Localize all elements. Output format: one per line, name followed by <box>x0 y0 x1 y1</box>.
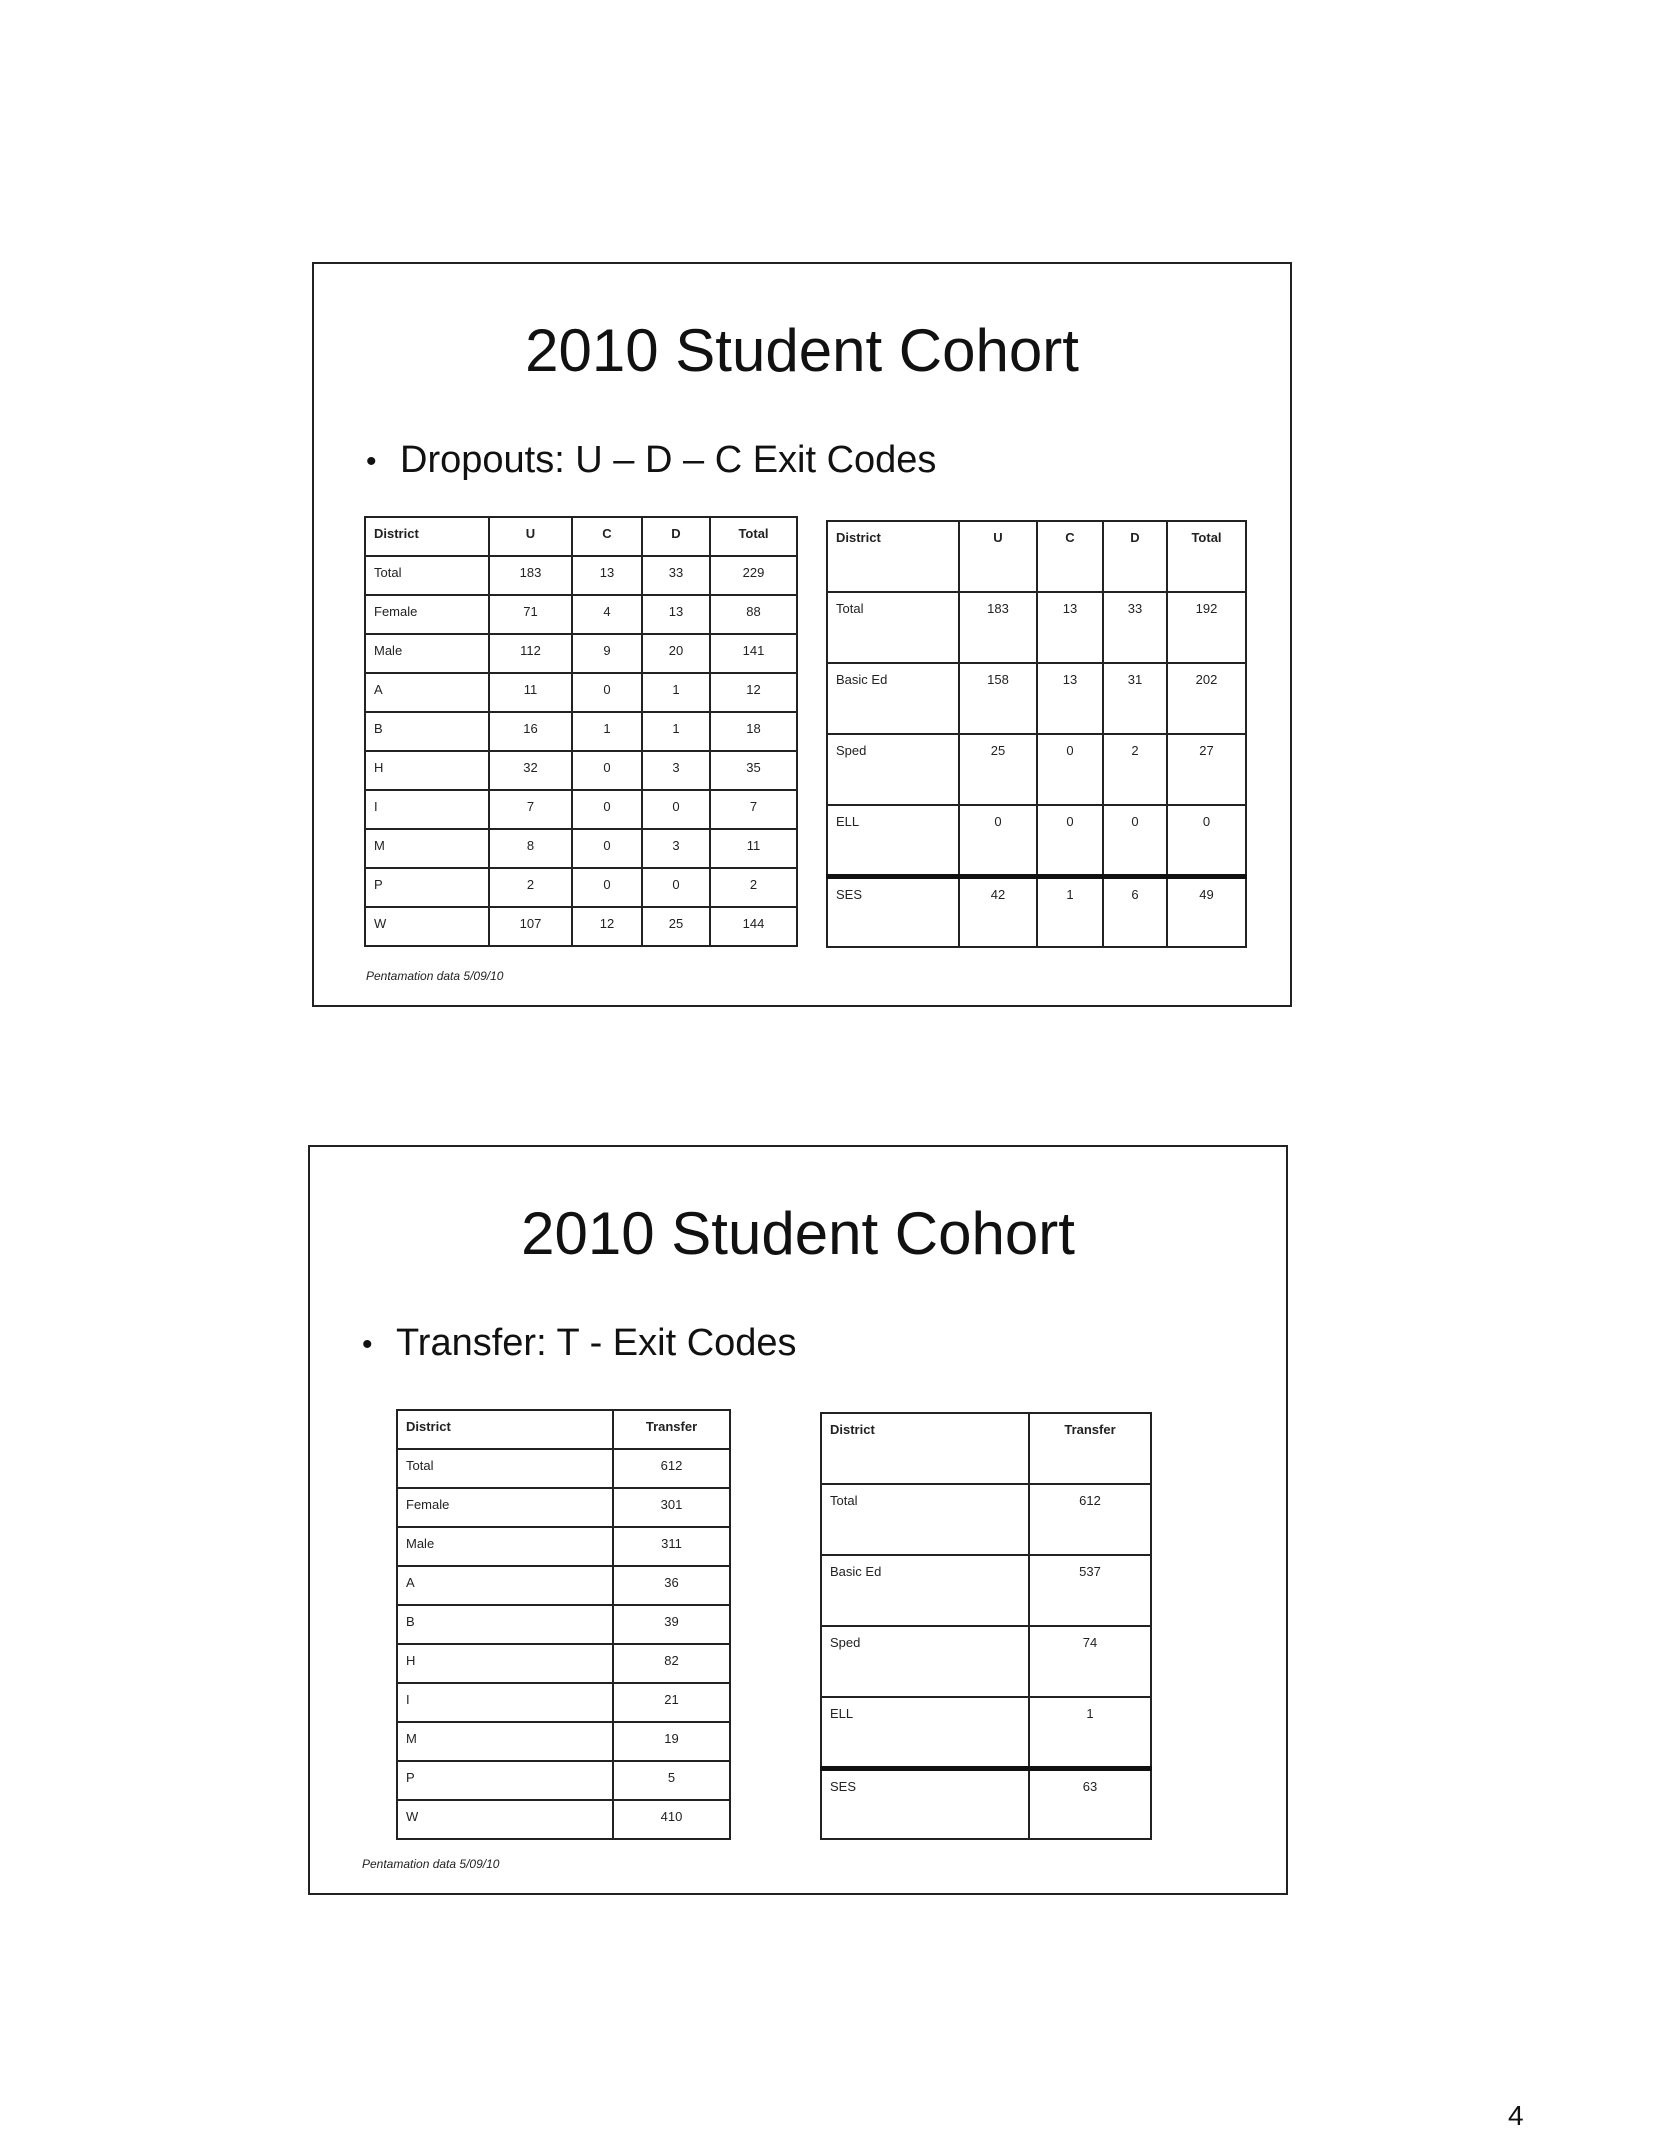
table-cell: 18 <box>710 712 797 751</box>
table-row <box>397 1488 730 1527</box>
table-row <box>365 556 797 595</box>
table-cell: 9 <box>572 634 642 673</box>
table-cell: 5 <box>613 1761 730 1800</box>
table-cell: 33 <box>642 556 710 595</box>
table-cell: 2 <box>710 868 797 907</box>
table-row <box>365 829 797 868</box>
table-cell: 12 <box>572 907 642 946</box>
row-label: Total <box>827 592 959 663</box>
row-label: M <box>397 1722 613 1761</box>
table-row <box>365 790 797 829</box>
row-label: ELL <box>821 1697 1029 1768</box>
table-row <box>365 712 797 751</box>
dropouts-program-table <box>826 520 1247 948</box>
row-label: B <box>397 1605 613 1644</box>
table-cell: 612 <box>613 1449 730 1488</box>
table-cell: 35 <box>710 751 797 790</box>
table-cell: 13 <box>1037 592 1103 663</box>
table-row <box>397 1800 730 1839</box>
slide-title: 2010 Student Cohort <box>525 317 1079 384</box>
table-cell: 0 <box>1037 805 1103 876</box>
table-cell: 192 <box>1167 592 1246 663</box>
table-cell: 31 <box>1103 663 1167 734</box>
table-cell: 301 <box>613 1488 730 1527</box>
table-cell: 36 <box>613 1566 730 1605</box>
page-number: 4 <box>1508 2100 1524 2131</box>
table-header-row <box>827 521 1246 592</box>
row-label: M <box>365 829 489 868</box>
table-cell: 0 <box>959 805 1037 876</box>
table-cell: 20 <box>642 634 710 673</box>
bullet-item <box>362 1322 797 1365</box>
table-cell: 25 <box>959 734 1037 805</box>
table-cell: 27 <box>1167 734 1246 805</box>
column-header: District <box>397 1410 613 1449</box>
table-cell: 82 <box>613 1644 730 1683</box>
row-label: B <box>365 712 489 751</box>
table-cell: 612 <box>1029 1484 1151 1555</box>
table-cell: 311 <box>613 1527 730 1566</box>
table-cell: 144 <box>710 907 797 946</box>
column-header: D <box>1103 521 1167 592</box>
table-header-row <box>397 1410 730 1449</box>
table-cell: 49 <box>1167 876 1246 947</box>
table-cell: 74 <box>1029 1626 1151 1697</box>
column-header: U <box>959 521 1037 592</box>
column-header: C <box>1037 521 1103 592</box>
column-header: District <box>365 517 489 556</box>
table-row <box>365 595 797 634</box>
column-header: Transfer <box>613 1410 730 1449</box>
table-row <box>365 751 797 790</box>
column-header: District <box>821 1413 1029 1484</box>
table-cell: 0 <box>1167 805 1246 876</box>
table-cell: 0 <box>642 790 710 829</box>
table-row <box>365 634 797 673</box>
table-cell: 1 <box>642 673 710 712</box>
table-row <box>827 876 1246 947</box>
bullet-dot-icon: • <box>362 1327 373 1361</box>
table-row <box>397 1644 730 1683</box>
table-row <box>397 1605 730 1644</box>
bullet-text: Transfer: T - Exit Codes <box>396 1322 797 1364</box>
table-row <box>397 1449 730 1488</box>
table-row <box>827 592 1246 663</box>
row-label: I <box>365 790 489 829</box>
table-row <box>397 1683 730 1722</box>
table-cell: 71 <box>489 595 572 634</box>
column-header: Total <box>1167 521 1246 592</box>
table-cell: 0 <box>572 829 642 868</box>
table-row <box>827 805 1246 876</box>
row-label: Sped <box>821 1626 1029 1697</box>
row-label: ELL <box>827 805 959 876</box>
table-cell: 1 <box>1037 876 1103 947</box>
row-label: Total <box>397 1449 613 1488</box>
row-label: SES <box>821 1768 1029 1839</box>
row-label: Total <box>821 1484 1029 1555</box>
table-cell: 63 <box>1029 1768 1151 1839</box>
bullet-text: Dropouts: U – D – C Exit Codes <box>400 439 937 481</box>
table-cell: 32 <box>489 751 572 790</box>
table-cell: 4 <box>572 595 642 634</box>
table-cell: 107 <box>489 907 572 946</box>
table-row <box>821 1484 1151 1555</box>
row-label: Basic Ed <box>827 663 959 734</box>
row-label: A <box>397 1566 613 1605</box>
transfer-program-table <box>820 1412 1152 1840</box>
table-cell: 2 <box>489 868 572 907</box>
table-cell: 0 <box>572 868 642 907</box>
table-cell: 13 <box>1037 663 1103 734</box>
table-row <box>365 868 797 907</box>
row-label: H <box>365 751 489 790</box>
table-cell: 6 <box>1103 876 1167 947</box>
table-header-row <box>365 517 797 556</box>
row-label: Female <box>365 595 489 634</box>
table-cell: 202 <box>1167 663 1246 734</box>
table-row <box>827 734 1246 805</box>
table-row <box>397 1566 730 1605</box>
dropouts-demographics-table <box>364 516 798 947</box>
table-row <box>827 663 1246 734</box>
row-label: Sped <box>827 734 959 805</box>
bullet-item <box>366 439 936 482</box>
table-cell: 8 <box>489 829 572 868</box>
table-cell: 0 <box>1103 805 1167 876</box>
table-cell: 0 <box>572 751 642 790</box>
table-header-row <box>821 1413 1151 1484</box>
table-cell: 13 <box>642 595 710 634</box>
source-footnote: Pentamation data 5/09/10 <box>366 969 504 983</box>
table-cell: 0 <box>1037 734 1103 805</box>
slide-title: 2010 Student Cohort <box>521 1200 1075 1267</box>
table-cell: 0 <box>642 868 710 907</box>
table-cell: 158 <box>959 663 1037 734</box>
table-cell: 88 <box>710 595 797 634</box>
table-cell: 13 <box>572 556 642 595</box>
table-cell: 141 <box>710 634 797 673</box>
row-label: SES <box>827 876 959 947</box>
table-cell: 0 <box>572 673 642 712</box>
table-row <box>365 907 797 946</box>
row-label: W <box>397 1800 613 1839</box>
row-label: Basic Ed <box>821 1555 1029 1626</box>
column-header: District <box>827 521 959 592</box>
table-cell: 7 <box>710 790 797 829</box>
row-label: P <box>397 1761 613 1800</box>
table-cell: 1 <box>1029 1697 1151 1768</box>
column-header: Transfer <box>1029 1413 1151 1484</box>
table-cell: 42 <box>959 876 1037 947</box>
table-cell: 7 <box>489 790 572 829</box>
table-cell: 39 <box>613 1605 730 1644</box>
column-header: U <box>489 517 572 556</box>
table-cell: 12 <box>710 673 797 712</box>
table-row <box>821 1555 1151 1626</box>
transfer-demographics-table <box>396 1409 731 1840</box>
table-cell: 537 <box>1029 1555 1151 1626</box>
row-label: P <box>365 868 489 907</box>
slide-transfer <box>308 1145 1288 1895</box>
table-row <box>397 1527 730 1566</box>
table-cell: 1 <box>642 712 710 751</box>
row-label: Female <box>397 1488 613 1527</box>
row-label: W <box>365 907 489 946</box>
table-cell: 11 <box>489 673 572 712</box>
table-cell: 183 <box>489 556 572 595</box>
table-row <box>397 1761 730 1800</box>
row-label: Total <box>365 556 489 595</box>
table-cell: 229 <box>710 556 797 595</box>
table-cell: 112 <box>489 634 572 673</box>
column-header: D <box>642 517 710 556</box>
table-cell: 410 <box>613 1800 730 1839</box>
row-label: A <box>365 673 489 712</box>
table-row <box>821 1768 1151 1839</box>
row-label: H <box>397 1644 613 1683</box>
table-cell: 21 <box>613 1683 730 1722</box>
column-header: Total <box>710 517 797 556</box>
table-cell: 2 <box>1103 734 1167 805</box>
column-header: C <box>572 517 642 556</box>
table-cell: 16 <box>489 712 572 751</box>
row-label: Male <box>397 1527 613 1566</box>
source-footnote: Pentamation data 5/09/10 <box>362 1857 500 1871</box>
table-row <box>365 673 797 712</box>
table-cell: 19 <box>613 1722 730 1761</box>
bullet-dot-icon: • <box>366 444 377 478</box>
table-row <box>821 1697 1151 1768</box>
row-label: Male <box>365 634 489 673</box>
table-cell: 25 <box>642 907 710 946</box>
row-label: I <box>397 1683 613 1722</box>
table-cell: 3 <box>642 751 710 790</box>
table-cell: 3 <box>642 829 710 868</box>
table-cell: 0 <box>572 790 642 829</box>
table-row <box>821 1626 1151 1697</box>
table-cell: 11 <box>710 829 797 868</box>
table-cell: 183 <box>959 592 1037 663</box>
table-cell: 1 <box>572 712 642 751</box>
table-cell: 33 <box>1103 592 1167 663</box>
slide-dropouts <box>312 262 1292 1007</box>
table-row <box>397 1722 730 1761</box>
